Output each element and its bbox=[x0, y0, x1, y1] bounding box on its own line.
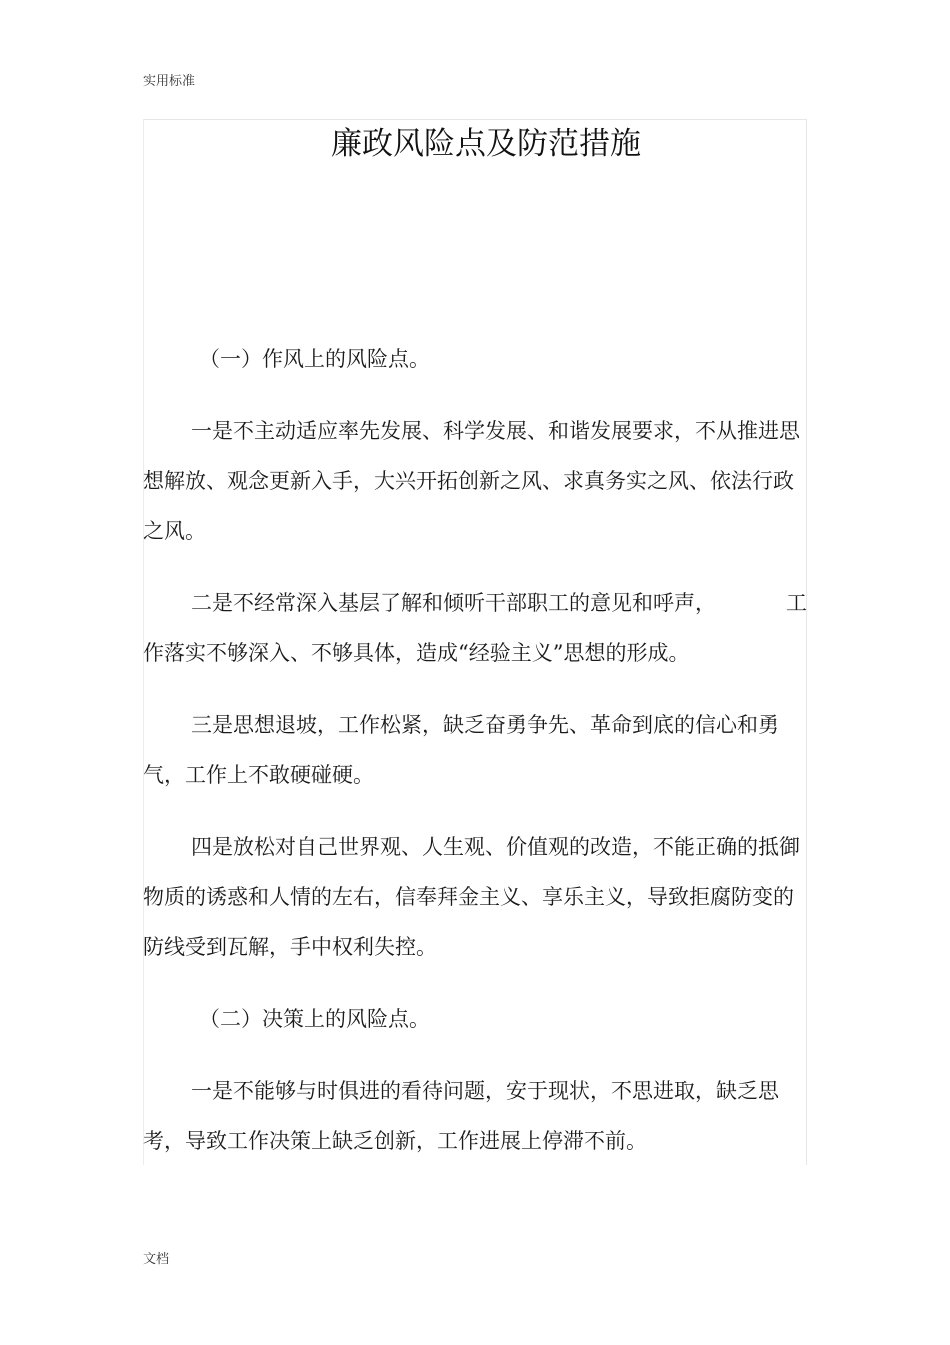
paragraph-2-line-2: 作落实不够深入、不够具体，造成“经验主义”思想的形成。 bbox=[143, 641, 690, 665]
paragraph-5: 一是不能够与时俱进的看待问题，安于现状，不思进取，缺乏思考，导致工作决策上缺乏创新，工作进展上停滞不前。 bbox=[143, 1079, 779, 1153]
document-body bbox=[143, 334, 807, 1188]
paragraph-2 bbox=[143, 578, 807, 678]
page-footer-label: 文档 bbox=[143, 1252, 170, 1267]
section-heading-1: （一）作风上的风险点。 bbox=[199, 347, 430, 371]
paragraph-4: 四是放松对自己世界观、人生观、价值观的改造，不能正确的抵御物质的诱惑和人情的左右，信奉拜金主义、享乐主义，导致拒腐防变的防线受到瓦解，手中权利失控。 bbox=[143, 835, 800, 959]
paragraph-2-line-1: 二是不经常深入基层了解和倾听干部职工的意见和呼声， bbox=[191, 591, 716, 615]
section-heading-2: （二）决策上的风险点。 bbox=[199, 1007, 430, 1031]
paragraph-2-trailing-char: 工 bbox=[786, 591, 807, 615]
paragraph-1: 一是不主动适应率先发展、科学发展、和谐发展要求，不从推进思想解放、观念更新入手，大兴开拓创新之风、求真务实之风、依法行政之风。 bbox=[143, 419, 800, 543]
paragraph-3: 三是思想退坡，工作松紧，缺乏奋勇争先、革命到底的信心和勇气，工作上不敢硬碰硬。 bbox=[143, 713, 779, 787]
document-title: 廉政风险点及防范措施 bbox=[331, 126, 641, 162]
page-header-label: 实用标准 bbox=[143, 74, 196, 89]
